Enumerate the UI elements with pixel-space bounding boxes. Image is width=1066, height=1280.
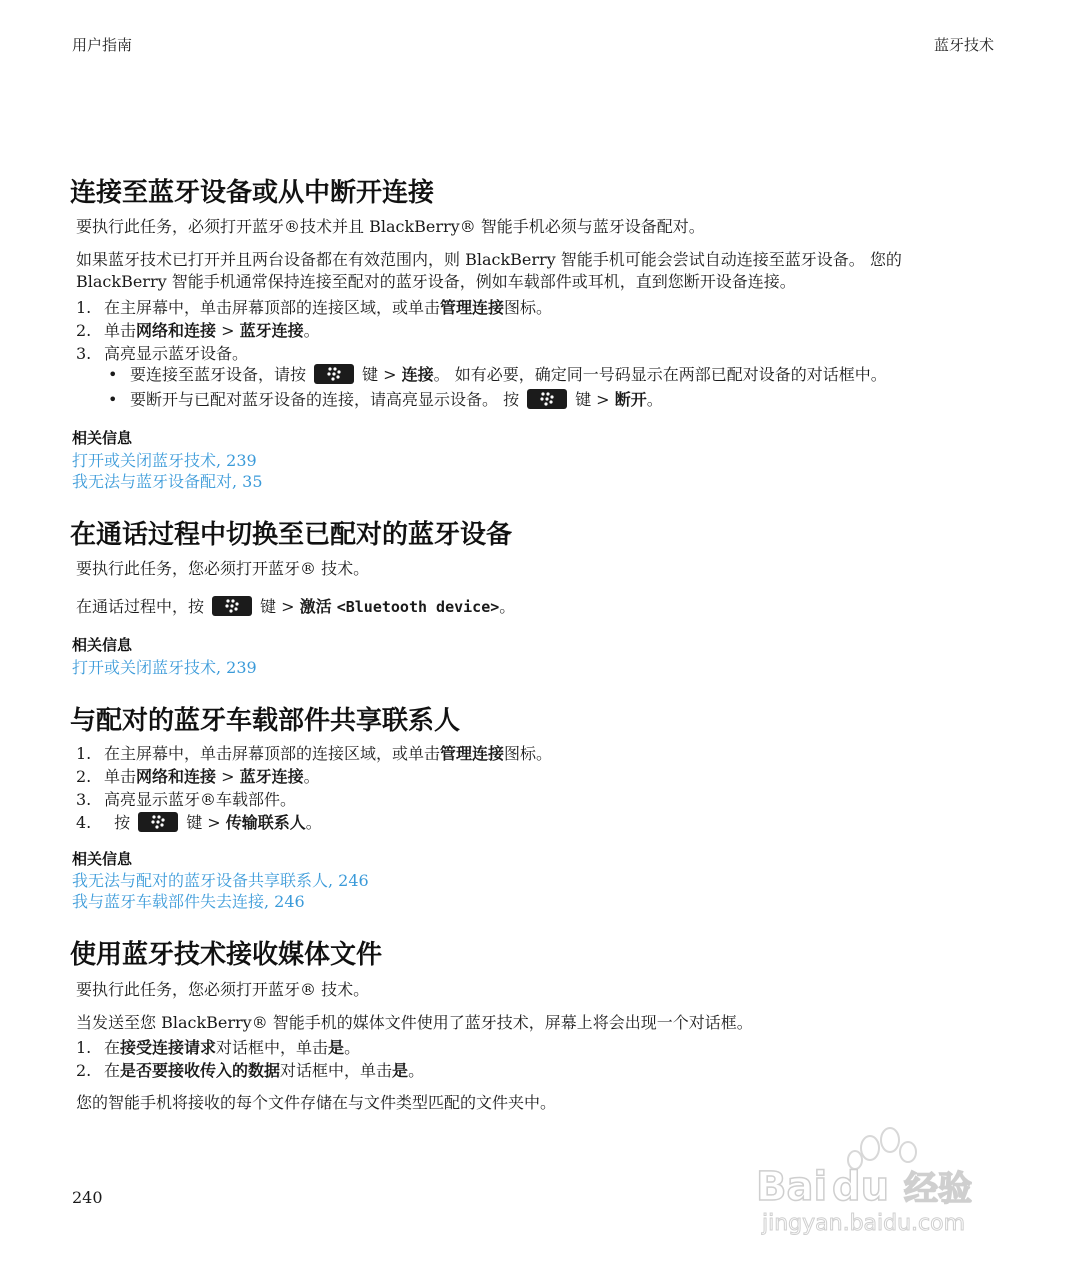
svg-text:jingyan.baidu.com: jingyan.baidu.com	[762, 1211, 966, 1236]
step-number: 3.	[76, 790, 92, 809]
related-info-label: 相关信息	[72, 636, 133, 654]
bullet-item	[108, 362, 887, 385]
instruction-text: 在通话过程中，按	[76, 597, 205, 616]
step-text: 对话框中，单击	[216, 1038, 329, 1057]
step-number: 1.	[76, 1038, 92, 1057]
step-number: 1.	[76, 744, 92, 763]
para-line: BlackBerry 智能手机通常保持连接至配对的蓝牙设备，例如车载部件或耳机，直到您断开设备连接。	[76, 272, 796, 291]
svg-text:du: du	[832, 1164, 890, 1210]
bullet-text: 。 如有必要，确定同一号码显示在两部已配对设备的对话框中。	[433, 365, 887, 384]
header-right: 蓝牙技术	[933, 36, 994, 54]
step-number: 2.	[76, 1061, 92, 1080]
header-left: 用户指南	[72, 36, 133, 54]
blackberry-menu-key-icon	[314, 364, 354, 384]
blackberry-menu-key-icon	[527, 389, 567, 409]
bullet-text: 要断开与已配对蓝牙设备的连接，请高亮显示设备。 按	[130, 390, 520, 409]
ui-label: 连接	[401, 365, 434, 384]
device-placeholder: <Bluetooth device>	[336, 598, 500, 616]
page-number: 240	[72, 1188, 103, 1207]
step	[76, 787, 296, 810]
step-number: 2.	[76, 767, 92, 786]
related-info-label: 相关信息	[72, 429, 133, 447]
section-title: 在通话过程中切换至已配对的蓝牙设备	[70, 520, 513, 550]
bullet-dot: •	[108, 365, 118, 384]
blackberry-menu-key-icon	[212, 596, 252, 616]
instruction-text: 键 >	[260, 597, 295, 616]
ui-label: 断开	[614, 390, 647, 409]
step-text: 。	[305, 813, 322, 832]
baidu-jingyan-watermark-logo	[752, 1118, 1002, 1240]
ui-label: 蓝牙连接	[239, 321, 304, 340]
related-link[interactable]: 打开或关闭蓝牙技术, 239	[72, 658, 257, 677]
ui-label: 激活	[299, 597, 332, 616]
bullet-text: 。	[646, 390, 663, 409]
step	[76, 341, 248, 364]
bullet-text: 键 >	[362, 365, 397, 384]
step-text: 高亮显示蓝牙®车载部件。	[104, 790, 297, 809]
separator: >	[216, 767, 240, 786]
step-text: 对话框中，单击	[280, 1061, 393, 1080]
step-text: 。	[344, 1038, 361, 1057]
instruction-text: 。	[499, 597, 516, 616]
section-title: 连接至蓝牙设备或从中断开连接	[70, 178, 435, 208]
step	[76, 318, 320, 341]
step	[76, 764, 320, 787]
bullet-item	[108, 387, 663, 410]
intro-text: 要执行此任务，您必须打开蓝牙® 技术。	[76, 559, 370, 578]
related-link[interactable]: 我与蓝牙车载部件失去连接, 246	[72, 892, 305, 911]
step-text: 在主屏幕中，单击屏幕顶部的连接区域，或单击	[104, 298, 441, 317]
step	[76, 1058, 424, 1081]
step-text: 图标。	[504, 744, 553, 763]
para-line: 当发送至您 BlackBerry® 智能手机的媒体文件使用了蓝牙技术，屏幕上将会出现一个对话框。	[76, 1013, 753, 1032]
ui-label: 接受连接请求	[120, 1038, 217, 1057]
step-text: 单击	[104, 321, 137, 340]
para-line: 如果蓝牙技术已打开并且两台设备都在有效范围内，则 BlackBerry 智能手机可能会尝试自动连接至蓝牙设备。 您的	[76, 250, 902, 269]
step	[76, 810, 322, 833]
section-title: 与配对的蓝牙车载部件共享联系人	[70, 706, 461, 736]
step-text: 。	[408, 1061, 425, 1080]
instruction-line	[76, 596, 515, 618]
bullet-text: 键 >	[575, 390, 610, 409]
ui-label: 传输联系人	[225, 813, 306, 832]
step-text: 。	[303, 321, 320, 340]
related-info-label: 相关信息	[72, 850, 133, 868]
step	[76, 741, 552, 764]
ui-label: 是	[392, 1061, 409, 1080]
step-text: 图标。	[504, 298, 553, 317]
bullet-dot: •	[108, 390, 118, 409]
step-text: 按	[114, 813, 131, 832]
blackberry-menu-key-icon	[138, 812, 178, 832]
intro-text: 要执行此任务，必须打开蓝牙®技术并且 BlackBerry® 智能手机必须与蓝牙设备配对。	[76, 217, 705, 236]
svg-text:经验: 经验	[904, 1169, 972, 1209]
step	[76, 295, 552, 318]
section-title: 使用蓝牙技术接收媒体文件	[70, 940, 383, 970]
intro-text: 要执行此任务，您必须打开蓝牙® 技术。	[76, 980, 370, 999]
closing-text: 您的智能手机将接收的每个文件存储在与文件类型匹配的文件夹中。	[76, 1093, 557, 1112]
related-link[interactable]: 我无法与配对的蓝牙设备共享联系人, 246	[72, 871, 369, 890]
step-text: 高亮显示蓝牙设备。	[104, 344, 249, 363]
step-text: 。	[303, 767, 320, 786]
step	[76, 1035, 360, 1058]
step-text: 在	[104, 1061, 121, 1080]
ui-label: 管理连接	[440, 744, 505, 763]
ui-label: 是否要接收传入的数据	[120, 1061, 281, 1080]
step-number: 2.	[76, 321, 92, 340]
ui-label: 网络和连接	[136, 767, 217, 786]
svg-text:Bai: Bai	[756, 1164, 828, 1210]
ui-label: 是	[328, 1038, 345, 1057]
related-link[interactable]: 我无法与蓝牙设备配对, 35	[72, 472, 263, 491]
step-text: 单击	[104, 767, 137, 786]
step-text: 键 >	[186, 813, 221, 832]
ui-label: 网络和连接	[136, 321, 217, 340]
step-number: 1.	[76, 298, 92, 317]
related-link[interactable]: 打开或关闭蓝牙技术, 239	[72, 451, 257, 470]
ui-label: 管理连接	[440, 298, 505, 317]
separator: >	[216, 321, 240, 340]
ui-label: 蓝牙连接	[239, 767, 304, 786]
bullet-text: 要连接至蓝牙设备，请按	[130, 365, 307, 384]
step-number: 3.	[76, 344, 92, 363]
step-text: 在主屏幕中，单击屏幕顶部的连接区域，或单击	[104, 744, 441, 763]
step-text: 在	[104, 1038, 121, 1057]
step-number: 4.	[76, 813, 92, 832]
